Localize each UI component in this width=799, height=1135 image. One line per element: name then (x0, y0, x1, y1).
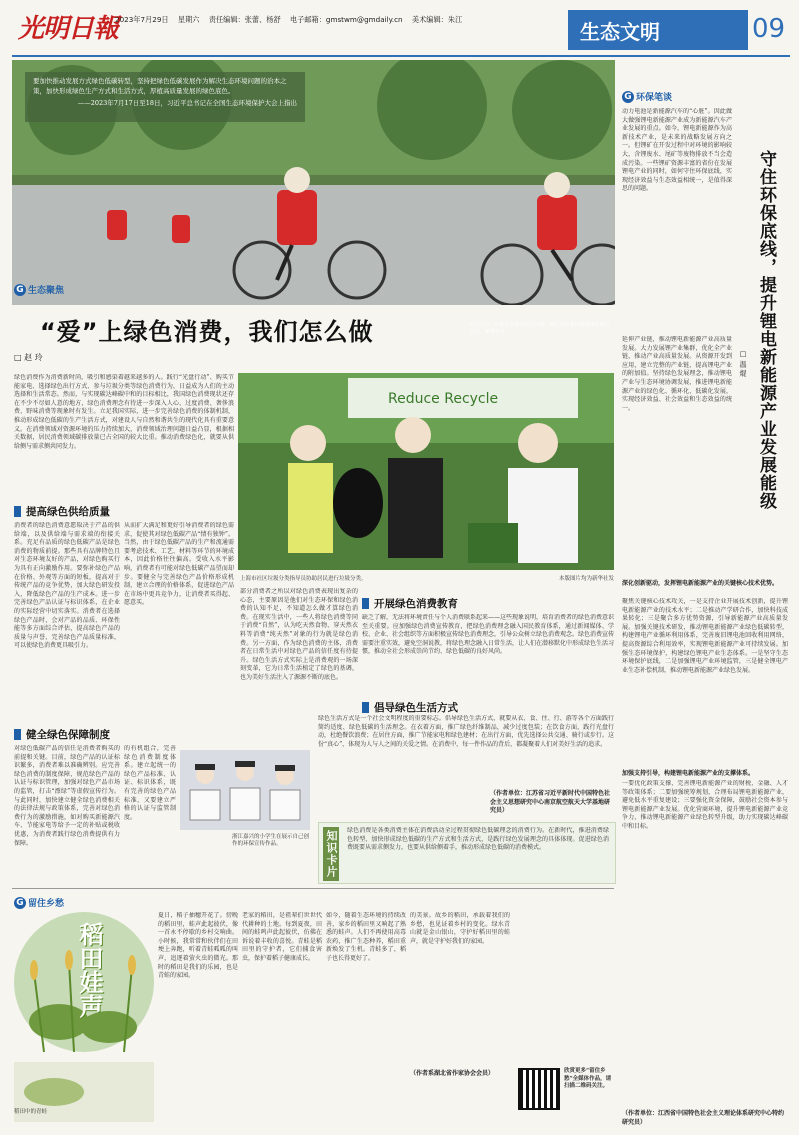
byline-box-icon: □ (14, 353, 22, 362)
knowledge-card (318, 822, 616, 884)
right-byline-box-icon: □ (739, 350, 747, 358)
right-author-note: （作者单位：江西省中国特色社会主义理论体系研究中心特约研究员） (622, 1110, 785, 1126)
recycle-sign-text: Reduce Recycle (388, 391, 499, 407)
sec2-text-a: 对绿色低碳产品的信任是消费者购买的前提和关键。目前，绿色产品的认证标识繁多，消费者难以准确辨别。应完善绿色消费的制度保障，规范绿色产品的认证与标识管理，加强对绿色产品市场的监管，打击“漂绿”等虚假宣传行为。与此同时，加快建立健全绿色消费相关的法律法规与政策体系，完善对绿色消费行为的激励措施，如对购买新能源汽车、节能家电等给予一定的补贴或税收优惠，为消费者践行绿色消费提供有力保障。 (14, 745, 120, 847)
sec4-heading (362, 700, 458, 715)
sec1-text-b: 从而扩大满足和更好引导消费者的绿色需求，促使其对绿色低碳产品“情有独钟”。当然，由于绿色低碳产品的生产和流通需要考虑技术、工艺、材料等环节的环境成本，因此价格往往偏高。受收入水平影响，消费者有可能对绿色低碳产品望而却步。要健全与完善绿色产品价格形成机制，建立合理的价格体系，促进绿色产品在市场中更具竞争力，让消费者买得起、愿意买。 (124, 522, 234, 607)
main-byline (14, 352, 43, 363)
sec2-text-b: 的有机组合，完善绿色消费制度体系。建立起统一的绿色产品标准、认证、标识体系，既有完善的绿色产品标准，又要建立严格的认证与监管制度。 (124, 745, 176, 821)
eco-focus-tag (14, 283, 64, 296)
eco-focus-tag-label: 生态聚焦 (28, 286, 65, 296)
sec3-heading (362, 596, 458, 611)
sec2-bar-icon (14, 729, 21, 740)
village-image-caption: 稻田中的青蛙 (14, 1109, 48, 1115)
village-image-title: 稻田娃声 (75, 922, 103, 1018)
env-notes-tag (622, 90, 672, 103)
art-editor-line: 美术编辑：朱江 (411, 15, 463, 24)
eco-focus-g-icon: G (14, 284, 26, 296)
masthead-meta (115, 15, 469, 25)
village-author-note: （作者系湖北省作家协会会员） (410, 1070, 495, 1077)
knowledge-card-title: 知识卡片 (323, 827, 339, 881)
sec2-title: 健全绿色保障制度 (26, 729, 110, 741)
header-rule (12, 55, 790, 57)
env-notes-tag-label: 环保笔谈 (636, 93, 673, 103)
knowledge-card-text: 绿色消费是各类消费主体在消费活动全过程贯彻绿色低碳理念的消费行为。在新时代，推进消费绿色转型、加快形成绿色低碳的生产方式和生活方式，是践行绿色发展理念的具体体现。促进绿色消费既要从需求侧发力，也要从供给侧着手，推动形成绿色低碳的消费模式。 (347, 827, 609, 852)
village-col-4: 的美景。故乡的稻田，承载着我们的乡愁，也见证着乡村的变化。绿水青山就是金山银山，守护好稻田里的蛙声，就是守护好我们的家园。 (410, 912, 510, 945)
right-author: 温 焜 (739, 360, 747, 377)
students-photo-caption: 浙江嘉兴的小学生在展示自己创作的环保宣传作品。 (232, 834, 310, 847)
garbage-photo-caption: 上海市社区垃圾分类指导员协助居民进行垃圾分类。 (240, 576, 367, 582)
sec4-bar-icon (362, 702, 369, 713)
top-quote-box (25, 72, 305, 122)
students-graphic (180, 750, 310, 830)
editor-line: 责任编辑：张蕾、杨舒 (208, 15, 281, 24)
village-col-3: 如今，随着生态环境的持续改善，家乡的稻田里又响起了熟悉的蛙声。人们不再使用高毒农药，推广生态种养，稻田重新焕发了生机。青蛙多了，稻子也长得更好了。 (326, 912, 406, 962)
page-number: 09 (752, 14, 786, 44)
sec1-text-a: 消费者的绿色消费意愿取决于产品的供给端，以及供给端与需求端的衔接关系。充足有品质的绿色低碳产品是绿色消费的物质前提。那些具有品牌特色且对生态环境友好的产品，对绿色购买行为具有正向激励作用。要弥补绿色产品在价格、外观等方面的短板，提高对于传统产品的竞争优势，加大绿色研发投入，降低绿色产品的生产成本。进一步完善绿色产品认证与标识体系，在企业的实际经营中切实落实。消费者在选择绿色产品时，会对产品的品质、环保性能等多方面综合评估，提高绿色产品的质量与声誉，完善绿色产品质量标准，可以使绿色消费更具吸引力。 (14, 522, 120, 650)
sec3-bar-icon (362, 598, 369, 609)
garbage-sorting-photo (238, 373, 614, 570)
village-g-icon: G (14, 897, 26, 909)
sec4-author-note: （作者单位：江苏省习近平新时代中国特色社会主义思想研究中心南京航空航天大学基地研究员） (490, 790, 611, 815)
right-bold-heading-2: 加强支持引导，构建锂电新能源产业的支撑体系。 (622, 770, 755, 777)
right-wide-text: 聚焦关键核心技术攻关，一是支持企业开展技术创新，提升锂电新能源产业的技术水平；二是推动产学研合作，加快科技成果转化；三是聚合多方优势资源，引导新能源产业高质量发展。加强关键技术研发，推动锂电新能源产业绿色低碳转型，构建锂电产业循环利用体系，完善废旧锂电池回收利用网络，提高资源综合利用效率，实现锂电新能源产业可持续发展。加强生态环境保护，构建绿色锂电产业生态体系。一是坚守生态环境保护底线，二是加强锂电产业环境监管，三是健全锂电产业生态补偿机制，推动锂电新能源产业绿色发展。 (622, 598, 788, 674)
env-notes-g-icon: G (622, 91, 634, 103)
qr-code[interactable] (518, 1068, 560, 1110)
newspaper-logo: 光明日報 (18, 14, 119, 44)
right-wide-text-2: 一要优化政策支撑，完善锂电新能源产业的财税、金融、人才等政策体系；二要加强统筹规划，合理布局锂电新能源产业，避免低水平重复建设；三要强化资金保障，鼓励社会资本参与锂电新能源产业发展。优化营商环境，提升锂电新能源产业竞争力，推动锂电新能源产业绿色转型升级，助力实现碳达峰碳中和目标。 (622, 780, 788, 830)
section-title: 生态文明 (568, 10, 748, 50)
sec1-heading (14, 504, 110, 519)
right-byline (738, 350, 748, 376)
qr-caption: 欣赏更多“留住乡愁”全媒体作品，请扫描二维码关注。 (564, 1068, 612, 1089)
right-col-a: 动力电池是新能源汽车的“心脏”。因此做大做强锂电新能源产业成为新能源汽车产业发展的重点。如今，锂电新能源作为高新技术产业，是未来的战略发展方向之一。但锂矿在开发过程中对环境的影响较大，含锂废水、尾矿等废物排放不当会造成污染。一些锂矿资源丰富的省份在发展锂电产业的同时，如何守住环保底线，实现经济效益与生态效益相统一，是值得深思的问题。 (622, 108, 732, 193)
bottom-section-rule (12, 888, 614, 889)
sec4-text: 绿色生活方式是一个社会文明程度的重要标志。倡导绿色生活方式，就要从衣、食、住、行、游等各个方面践行简约适度、绿色低碳的生活理念。在衣着方面，推广绿色纤维制品，减少过度包装；在饮食方面，践行光盘行动，杜绝餐饮浪费；在居住方面，推广节能家电和绿色建材；在出行方面，优先选择公共交通、骑行或步行。这份“真心”，体现为人与人之间的关爱之情。在消费中，每一件作品的背后，都凝聚着人们对美好生活的追求。 (318, 715, 614, 748)
article-main-title: “爱”上绿色消费，我们怎么做 (40, 318, 374, 346)
students-photo (180, 750, 310, 830)
mid-text: 部分消费者之所以对绿色消费表现出复杂的心态，主要原因是他们对生态环保和绿色消费的认知不足，不知道怎么做才算绿色消费。在现实生活中，一些人将绿色消费等同于消费“自然”，认为吃天然食物、穿天然衣料等消费“纯天然”对象的行为就是绿色消费。另一方面，作为绿色消费的主体，消费者在日常生活中对绿色产品的信任度有待提升。绿色生活方式实际上是消费观的一场深刻变革，它为日常生活植定了绿色的基调，也为美好生活注入了源源不断的底色。 (240, 588, 358, 681)
sec2-heading (14, 727, 110, 742)
intro-text: 绿色消费作为消费新时尚，吸引和感染着越来越多的人。践行“光盘行动”、购买节能家电、选择绿色出行方式、参与垃圾分类等绿色消费行为，日益成为人们的主动选择和生活常态。然而，与实现碳达峰碳中和的目标相比，我国绿色消费现状还存在不少不尽如人意的地方，绿色消费理念有待进一步深入人心，过度消费、奢侈浪费、野味消费等现象时有发生。立足我国实际，进一步完善绿色消费的体制机制，推动形成绿色低碳的生产生活方式，对建设人与自然和谐共生的现代化具有重要意义。在消费领域对资源环境的压力持续加大，消费领域治理问题日益凸显，根据相关数据，居民消费领域碳排放量已占全国的较大比重。推动消费绿色化，就要从供给侧与需求侧共同发力。 (14, 374, 234, 450)
top-quote-text: 要加快推动发展方式绿色低碳转型，坚持把绿色低碳发展作为解决生态环境问题的治本之策，加快形成绿色生产方式和生活方式，厚植高质量发展的绿色底色。 (33, 77, 287, 95)
cycling-photo-caption: 8月25日，在浙江省湖州市长兴县，骑行爱好者们参加绿色骑行活动。新华社发 (470, 322, 610, 335)
frog-rice-illustration (14, 912, 154, 1122)
right-article-title: 守住环保底线，提升锂电新能源产业发展能级 (756, 150, 776, 510)
sec1-bar-icon (14, 506, 21, 517)
main-author: 赵 玲 (24, 353, 43, 362)
village-tag-label: 留住乡愁 (28, 899, 65, 909)
sec3-text: 缺乏了解，无法将环境责任与个人消费联系起来——这些现象说明，培育消费者的绿色消费意识至关重要。应加强绿色消费宣传教育，把绿色消费理念融入国民教育体系，通过新闻媒体、学校、企业、社会组织等方面积极宣传绿色消费理念，引导公众树立绿色消费观念。绿色消费宣传需要注重实效，避免空洞说教，将绿色理念融入日常生活，让人们在潜移默化中形成绿色生活习惯，推动全社会形成崇尚节约、绿色低碳的良好风尚。 (362, 614, 614, 656)
right-col-b: 延伸产业链，推动锂电新能源产业高质量发展。大力发展锂产业集群，优化全产业链，推动产业高质量发展。从资源开发到应用，建立完整的产业链，提高锂电产业的附加值。坚持绿色发展理念，推动锂电产业与生态环境协调发展，推进锂电新能源产业的绿色化、循环化、低碳化发展，实现经济效益、社会效益和生态效益的统一。 (622, 336, 732, 412)
issue-weekday: 星期六 (177, 15, 200, 24)
village-col-1: 夏日，稻子抽穗开花了。傍晚的稻田里，蛙声此起彼伏，像一首永不停歇的乡村交响曲。小时候，我常常和伙伴们在田埂上奔跑，听着青蛙呱呱的叫声，追逐着萤火虫的微光。那时的稻田是我们的乐园，也是青蛙的家园。 (158, 912, 238, 980)
garbage-scene-graphic (238, 373, 614, 570)
sec4-title: 倡导绿色生活方式 (374, 702, 458, 714)
email-line: 电子邮箱：gmstwm@gmdaily.cn (289, 15, 403, 24)
village-col-2: 老家的稻田，是祖辈们世世代代耕种的土地。每到夏夜，田间的蛙鸣声此起彼伏，仿佛在诉说着丰收的喜悦。青蛙是稻田里的守护者，它们捕食害虫，保护着稻子健康成长。 (242, 912, 322, 962)
sec3-title: 开展绿色消费教育 (374, 598, 458, 610)
photo-source-note: 本版图片均为新华社发 (558, 576, 614, 582)
village-tag (14, 896, 64, 909)
top-quote-source: ——2023年7月17日至18日，习近平总书记在全国生态环境保护大会上指出 (77, 99, 297, 107)
right-bold-heading: 深化创新驱动，发挥锂电新能源产业的关键核心技术优势。 (622, 580, 779, 587)
issue-date: 2023年7月29日 (115, 15, 169, 24)
sec1-title: 提高绿色供给质量 (26, 506, 110, 518)
